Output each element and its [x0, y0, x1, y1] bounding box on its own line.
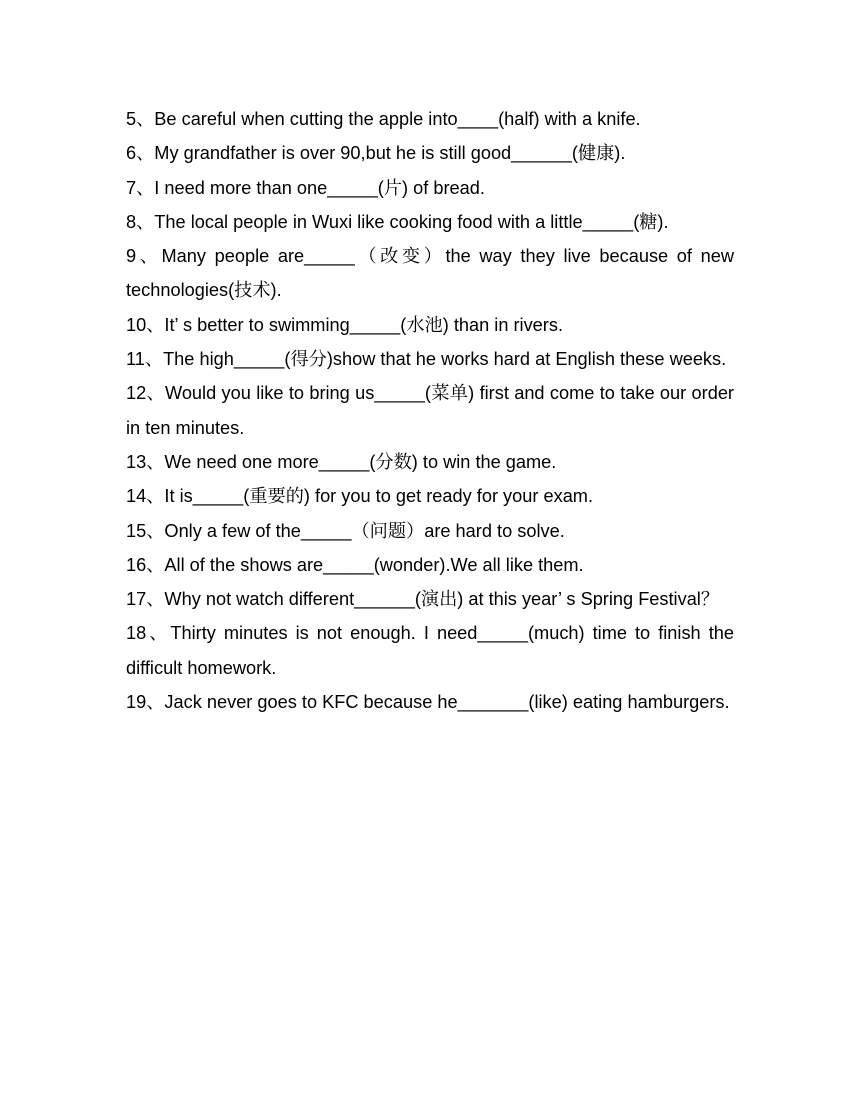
question-17: 17、Why not watch different______(演出) at this year’ s Spring Festival？: [126, 589, 720, 610]
worksheet-page: [126, 102, 734, 719]
question-14: 14、It is_____(重要的) for you to get ready for your exam.: [126, 486, 594, 507]
question-8: 8、The local people in Wuxi like cooking food with a little_____(糖).: [126, 211, 669, 232]
question-18: 18、Thirty minutes is not enough. I need_____(much) time to finish the difficult homework.: [126, 623, 734, 678]
question-11: 11、The high_____(得分)show that he works hard at English these weeks.: [126, 349, 727, 370]
question-10: 10、It’ s better to swimming_____(水池) than in rivers.: [126, 314, 563, 335]
question-15: 15、Only a few of the_____（问题）are hard to solve.: [126, 520, 565, 541]
question-6: 6、My grandfather is over 90,but he is still good______(健康).: [126, 143, 626, 164]
question-9: 9、Many people are_____（改变）the way they live because of new technologies(技术).: [126, 246, 734, 301]
question-13: 13、We need one more_____(分数) to win the game.: [126, 451, 557, 472]
question-12: 12、Would you like to bring us_____(菜单) first and come to take our order in ten minutes.: [126, 383, 734, 438]
question-16: 16、All of the shows are_____(wonder).We all like them.: [126, 554, 584, 575]
question-5: 5、Be careful when cutting the apple into____(half) with a knife.: [126, 109, 641, 129]
question-7: 7、I need more than one_____(片) of bread.: [126, 177, 485, 198]
question-19: 19、Jack never goes to KFC because he_______(like) eating hamburgers.: [126, 692, 730, 713]
